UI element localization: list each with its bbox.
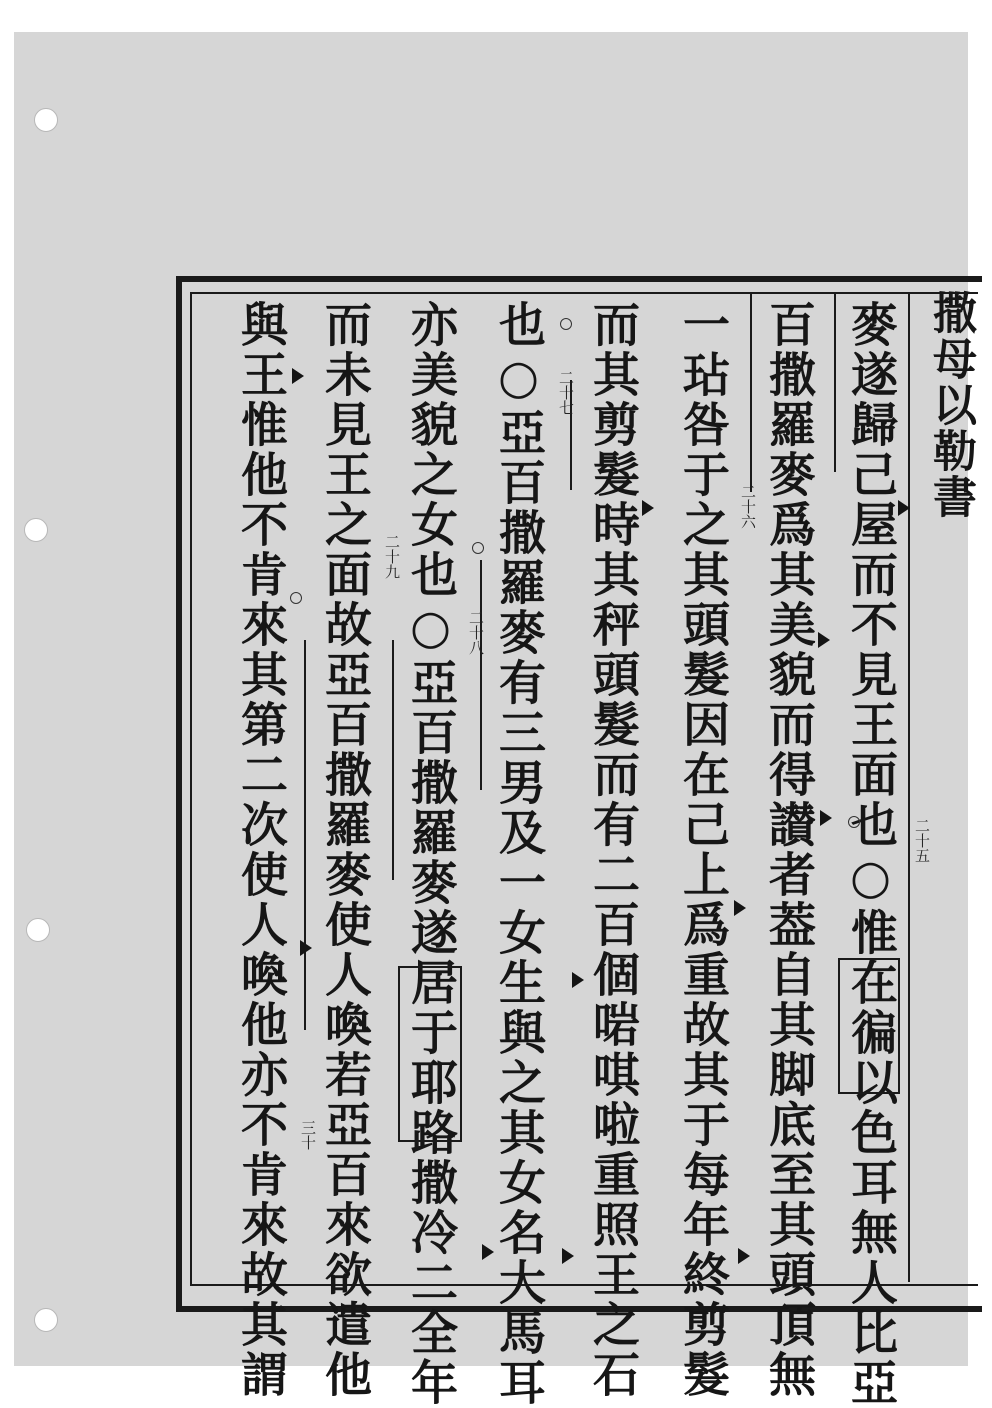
punctuation-mark (820, 810, 832, 826)
verse-circle (560, 318, 572, 330)
punctuation-mark (572, 972, 584, 988)
punctuation-mark (734, 900, 746, 916)
name-mark-line (750, 292, 752, 492)
verse-number-26: 二十六 (739, 484, 757, 529)
name-mark-line (834, 292, 836, 472)
verse-circle (472, 542, 484, 554)
punctuation-mark (300, 940, 312, 956)
verse-number-27: 二十七 (557, 370, 575, 415)
place-name-box (838, 958, 900, 1094)
verse-circle (848, 816, 860, 828)
punctuation-mark (482, 1244, 494, 1260)
text-column-4: 而其剪髮時其秤頭髮而有二百個啱唭啦重照王之石 (585, 300, 640, 1400)
verse-number-30: 三十 (299, 1120, 317, 1150)
punctuation-mark (292, 368, 304, 384)
verse-number-25: 二十五 (913, 818, 931, 863)
binder-hole (34, 108, 58, 132)
punctuation-mark (642, 500, 654, 516)
text-column-6: 亦美貌之女也○亞百撒羅麥遂居于耶路撒冷二全年 (403, 300, 458, 1408)
book-title: 撒母以勒書 (925, 290, 976, 520)
punctuation-mark (898, 500, 910, 516)
text-column-7: 而未見王之面故亞百撒羅麥使人喚若亞百來欲遣他 (317, 300, 372, 1400)
verse-circle (290, 592, 302, 604)
text-column-8: 與王惟他不肯來其第二次使人喚他亦不肯來故其謂 (233, 300, 288, 1400)
name-mark-line (304, 640, 306, 1030)
text-column-3: 一玷咎于之其頭髮因在己上爲重故其于每年終剪髮 (675, 300, 730, 1400)
verse-number-29: 二十九 (383, 534, 401, 579)
binder-hole (34, 1308, 58, 1332)
binder-hole (26, 918, 50, 942)
verse-number-28: 二十八 (467, 610, 485, 655)
punctuation-mark (818, 632, 830, 648)
title-rule (908, 292, 910, 1282)
place-name-box (398, 966, 462, 1142)
text-column-5: 也○亞百撒羅麥有三男及一女生與之其女名大馬耳 (491, 300, 546, 1408)
text-column-1: 麥遂歸己屋而不見王面也○惟在徧以色耳無人比亞 (843, 300, 898, 1408)
name-mark-line (480, 560, 482, 790)
punctuation-mark (738, 1248, 750, 1264)
text-column-2: 百撒羅麥爲其美貌而得讃者葢自其脚底至其頭頂無 (761, 300, 816, 1400)
binder-hole (24, 518, 48, 542)
punctuation-mark (562, 1248, 574, 1264)
name-mark-line (392, 640, 394, 880)
